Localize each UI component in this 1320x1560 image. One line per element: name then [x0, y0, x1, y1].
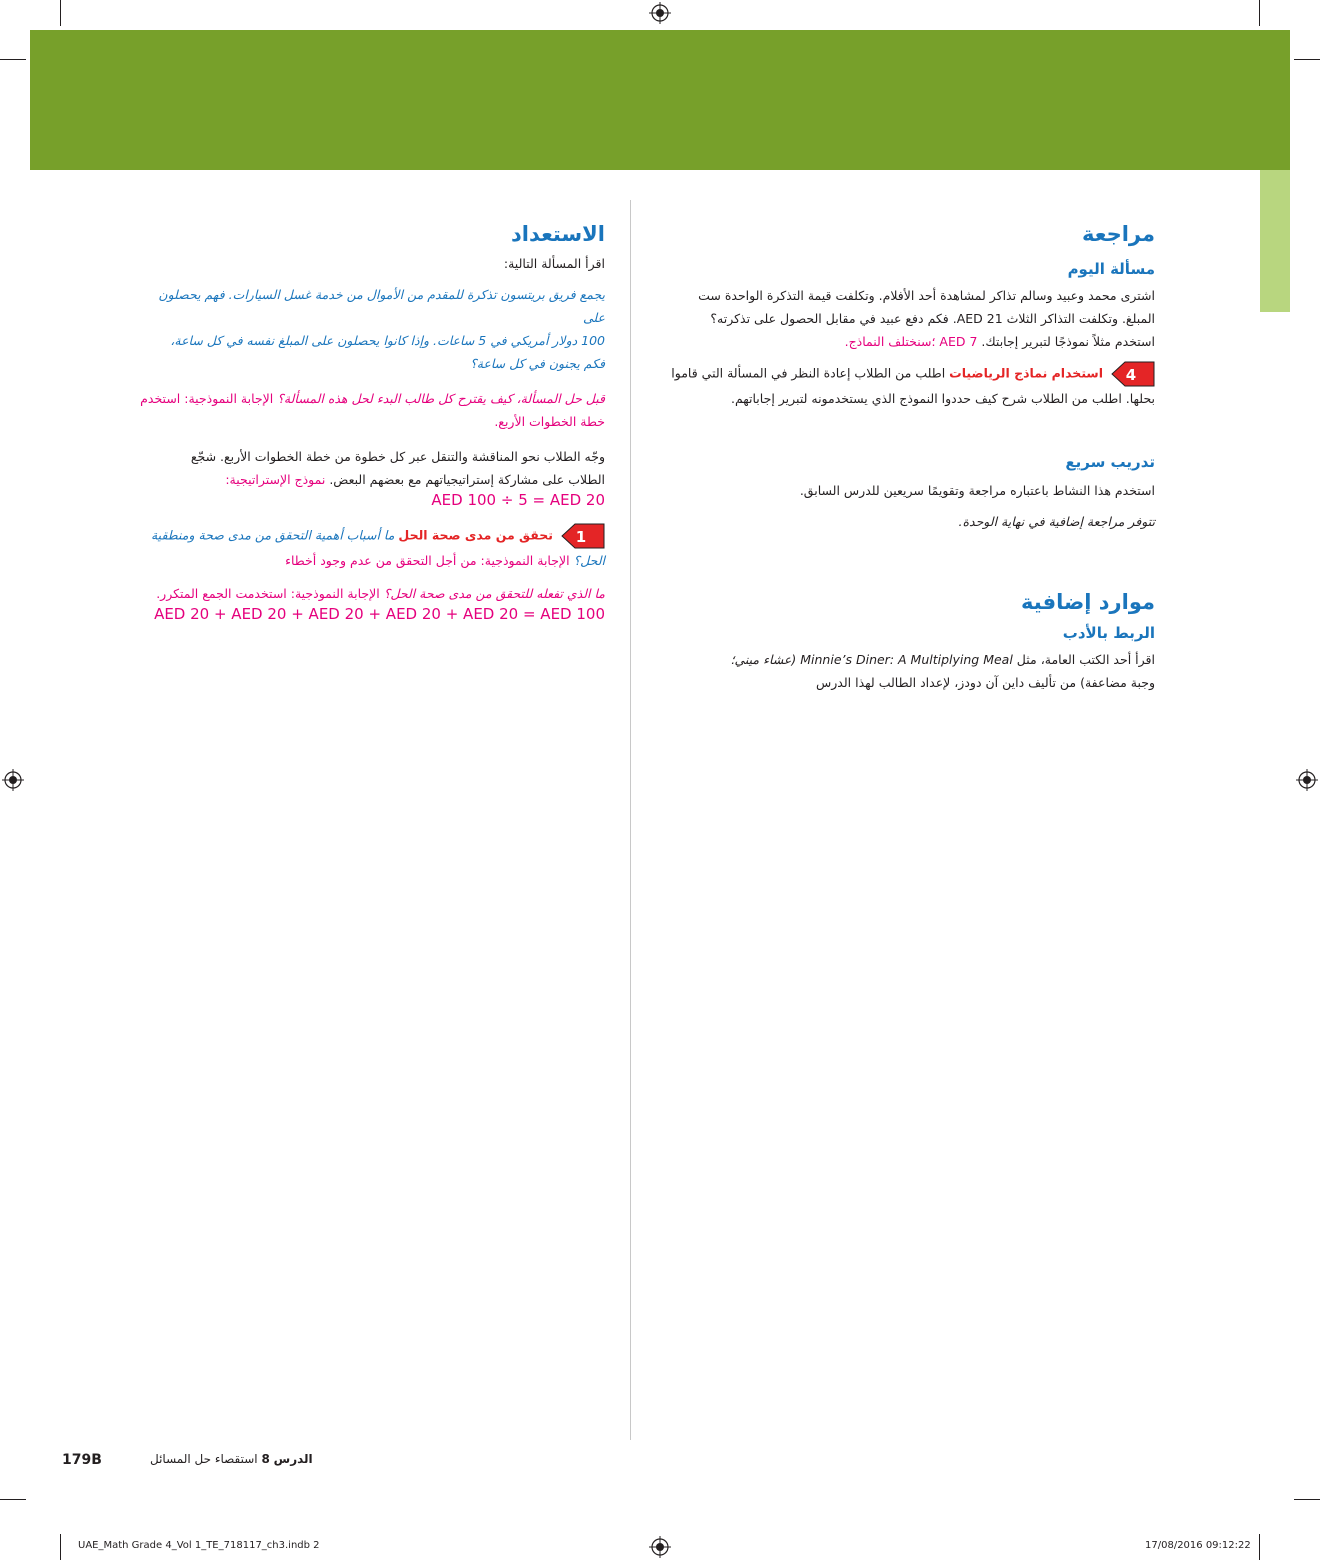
resources-title: موارد إضافية — [1021, 590, 1155, 614]
quick-practice — [650, 453, 1155, 533]
quick-practice-heading: تدريب سريع — [1065, 453, 1155, 471]
book-title: Minnie’s Diner: A Multiplying Meal — [800, 652, 1013, 667]
daily-problem — [650, 260, 1155, 410]
registration-mark-icon — [2, 769, 24, 791]
equation-addition: AED 20 + AED 20 + AED 20 + AED 20 + AED 20 = AED 100 — [154, 605, 605, 623]
review-title-block — [650, 222, 1155, 246]
quick-practice-line: استخدم هذا النشاط باعتباره مراجعة وتقويمًا سريعين للدرس السابق. — [799, 483, 1155, 498]
problem-line: فكم يجنون في كل ساعة؟ — [470, 356, 605, 371]
file-slug: UAE_Math Grade 4_Vol 1_TE_718117_ch3.indb 2 — [78, 1540, 320, 1551]
daily-line: استخدم مثلاً نموذجًا لتبرير إجابتك. AED 7 ؛سنختلف النماذج. — [844, 334, 1155, 349]
crop-mark — [0, 59, 26, 60]
equation-division: AED 100 ÷ 5 = AED 20 — [431, 491, 605, 509]
literature-line: وجبة مضاعفة) من تأليف داين آن دودز، لإعداد الطالب لهذا الدرس — [816, 675, 1155, 690]
question-1: قبل حل المسألة، كيف يقترح كل طالب البدء لحل هذه المسألة؟ الإجابة النموذجية: استخدم خطة الخطوات الأربع. — [140, 391, 605, 429]
crop-mark — [1294, 59, 1320, 60]
check-label: تحقق من مدى صحة الحل — [398, 527, 553, 543]
registration-mark-icon — [649, 1536, 671, 1558]
practice-flag-icon: 4 — [1111, 361, 1155, 387]
problem-line: 100 دولار أمريكي في 5 ساعات. وإذا كانوا يحصلون على المبلغ نفسه في كل ساعة، — [170, 333, 605, 348]
check-solution: 1 تحقق من مدى صحة الحل ما أسباب أهمية التحقق من مدى صحة ومنطقية — [135, 523, 605, 549]
quick-practice-note: تتوفر مراجعة إضافية في نهاية الوحدة. — [958, 514, 1155, 529]
launch-intro: اقرأ المسألة التالية: — [503, 256, 605, 271]
crop-mark — [60, 1534, 61, 1560]
daily-line: اشترى محمد وعبيد وسالم تذاكر لمشاهدة أحد الأفلام. وتكلفت قيمة التذكرة الواحدة ست — [698, 288, 1155, 303]
registration-mark-icon — [649, 2, 671, 24]
tip-label: استخدام نماذج الرياضيات — [949, 365, 1103, 381]
question-3: ما الذي تفعله للتحقق من مدى صحة الحل؟ الإجابة النموذجية: استخدمت الجمع المتكرر. — [156, 586, 605, 601]
date-slug: 17/08/2016 09:12:22 — [1145, 1540, 1251, 1551]
literature-heading: الربط بالأدب — [1062, 624, 1155, 642]
side-tab — [1260, 170, 1290, 312]
check-answer: الحل؟ الإجابة النموذجية: من أجل التحقق من عدم وجود أخطاء — [285, 553, 605, 568]
literature-line: اقرأ أحد الكتب العامة، مثل Minnie’s Diner: A Multiplying Meal (عشاء ميني؛ — [730, 652, 1155, 667]
crop-mark — [60, 0, 61, 26]
launch-title: الاستعداد — [510, 222, 605, 246]
resources — [650, 590, 1155, 694]
guide-line: الطلاب على مشاركة إستراتيجياتهم مع بعضهم البعض. نموذج الإستراتيجية: — [225, 472, 605, 487]
crop-mark — [1259, 1534, 1260, 1560]
registration-mark-icon — [1296, 769, 1318, 791]
launch-section — [135, 222, 605, 623]
header-banner — [30, 30, 1290, 170]
daily-answer: AED 7 ؛سنختلف النماذج. — [844, 334, 978, 349]
review-title: مراجعة — [1082, 222, 1155, 246]
crop-mark — [1294, 1499, 1320, 1500]
daily-problem-heading: مسألة اليوم — [1067, 260, 1155, 278]
math-practice-tip: 4 استخدام نماذج الرياضيات اطلب من الطلاب إعادة النظر في المسألة التي قاموا — [650, 361, 1155, 387]
daily-line: المبلغ. وتكلفت التذاكر الثلاث 21 AED. فكم دفع عبيد في مقابل الحصول على تذكرته؟ — [710, 311, 1155, 326]
crop-mark — [0, 1499, 26, 1500]
tip-text: بحلها. اطلب من الطلاب شرح كيف حددوا النموذج الذي يستخدمونه لتبرير إجاباتهم. — [730, 391, 1155, 406]
check-flag-icon: 1 — [561, 523, 605, 549]
column-divider — [630, 200, 631, 1440]
guide-line: وجّه الطلاب نحو المناقشة والتنقل عبر كل خطوة من خطة الخطوات الأربع. شجّع — [190, 449, 605, 464]
page-number: 179B — [62, 1452, 102, 1468]
lesson-footer: الدرس 8 استقصاء حل المسائل — [150, 1452, 313, 1466]
problem-line: يجمع فريق بريتسون تذكرة للمقدم من الأموال من خدمة غسل السيارات. فهم يحصلون على — [158, 287, 605, 325]
crop-mark — [1259, 0, 1260, 26]
